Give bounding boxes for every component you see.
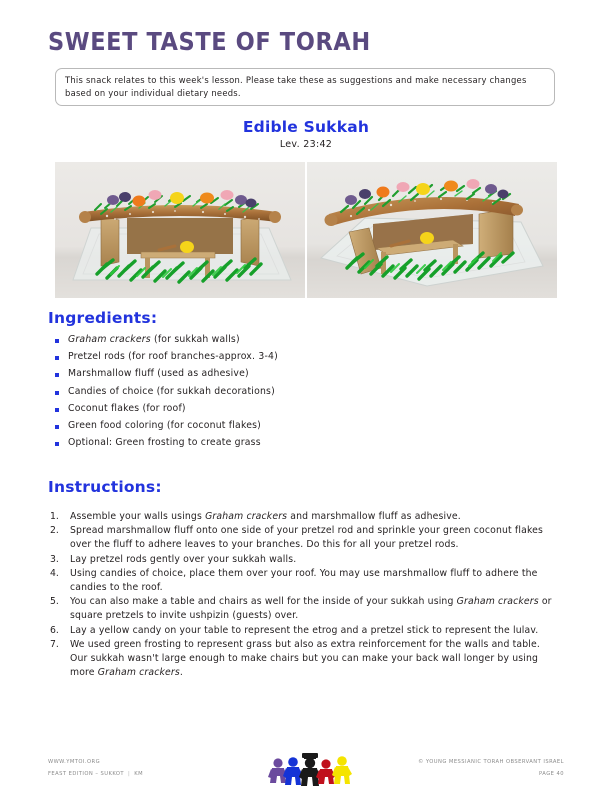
page-title: SWEET TASTE OF TORAH — [48, 27, 371, 56]
scripture-reference: Lev. 23:42 — [279, 139, 333, 150]
bullet-icon — [55, 373, 59, 377]
logo-figure-blue — [283, 757, 303, 785]
list-item — [55, 420, 525, 437]
footer-edition-code: KM — [134, 771, 144, 777]
step-number: 3. — [50, 553, 59, 565]
bullet-icon — [55, 339, 59, 343]
sukkah-photo-front — [55, 162, 305, 298]
instructions-list — [50, 510, 558, 680]
ingredient-text: Marshmallow fluff (used as adhesive) — [68, 368, 249, 380]
step-number: 2. — [50, 525, 59, 537]
list-item — [55, 368, 525, 385]
step-text-emphasis: Graham crackers — [205, 511, 288, 522]
step-number: 5. — [50, 596, 59, 608]
list-item — [50, 638, 558, 681]
footer-left-block — [48, 756, 143, 780]
ingredients-heading: Ingredients: — [48, 309, 158, 327]
ymtoi-logo-figures — [268, 752, 352, 790]
footer-right-block — [418, 756, 564, 780]
list-item — [55, 334, 525, 351]
footer-page-number: PAGE 40 — [539, 771, 564, 777]
step-number: 6. — [50, 624, 59, 636]
list-item — [50, 524, 558, 552]
bullet-icon — [55, 356, 59, 360]
step-text: Lay pretzel rods gently over your sukkah walls. — [70, 553, 297, 565]
step-text-pre: You can also make a table and chairs as well for the inside of your sukkah using — [70, 596, 457, 608]
ingredient-emphasis: Graham crackers — [68, 334, 151, 345]
step-number: 7. — [50, 638, 59, 650]
list-item — [50, 553, 558, 567]
ingredient-text: Coconut flakes (for roof) — [68, 402, 186, 414]
list-item — [55, 403, 525, 420]
bullet-icon — [55, 391, 59, 395]
bullet-icon — [55, 408, 59, 412]
step-text-pre: Assemble your walls usings — [70, 511, 206, 522]
footer-divider: | — [128, 771, 131, 777]
logo-figure-yellow — [332, 756, 352, 784]
footer-copyright: © YOUNG MESSIANIC TORAH OBSERVANT ISRAEL — [418, 759, 564, 765]
step-number: 1. — [50, 511, 59, 522]
dietary-note-text: This snack relates to this week's lesson. Please take these as suggestions and make necessary changes based on your individual dietary needs. — [65, 75, 527, 98]
step-text-pre: We used green frosting to represent grass but also as extra reinforcement for the walls and table. Our sukkah wasn't large enough to make chairs but you can make your back wall longer by using more — [70, 638, 541, 679]
step-text: Using candies of choice, place them over your roof. You may use marshmallow fluff to adhere the candies to the roof. — [70, 567, 538, 594]
bullet-icon — [55, 442, 59, 446]
ingredient-rest: (for sukkah walls) — [150, 334, 240, 345]
dietary-note-box — [55, 68, 555, 106]
list-item — [50, 510, 558, 524]
step-text-post: and marshmallow fluff as adhesive. — [287, 511, 461, 522]
list-item — [50, 624, 558, 638]
sukkah-photo-front-image — [55, 162, 305, 298]
step-text — [70, 595, 558, 623]
list-item — [50, 595, 558, 623]
step-text — [70, 638, 558, 681]
bullet-icon — [55, 425, 59, 429]
ingredient-text: Green food coloring (for coconut flakes) — [68, 419, 261, 431]
step-text: Spread marshmallow fluff onto one side of your pretzel rod and sprinkle your green coconut flakes over the fluff to adhere leaves to your branches. Do this for all your pretzel rods. — [70, 525, 544, 551]
ingredient-text: Candies of choice (for sukkah decorations) — [68, 385, 275, 397]
list-item — [55, 351, 525, 368]
list-item — [50, 567, 558, 595]
footer-website[interactable]: WWW.YMTOI.ORG — [48, 759, 101, 765]
step-text: Lay a yellow candy on your table to represent the etrog and a pretzel stick to represent the lulav. — [70, 624, 539, 636]
page-footer — [0, 752, 612, 792]
step-number: 4. — [50, 567, 59, 579]
ingredient-text: Optional: Green frosting to create grass — [68, 437, 261, 449]
sukkah-photo-angled — [307, 162, 557, 298]
recipe-title: Edible Sukkah — [242, 118, 370, 136]
logo-figure-red — [316, 759, 336, 784]
ingredient-text — [68, 334, 240, 345]
step-text-emphasis: Graham crackers — [456, 596, 539, 608]
list-item — [55, 437, 525, 454]
footer-edition: FEAST EDITION – SUKKOT — [48, 771, 125, 777]
instructions-heading: Instructions: — [48, 478, 162, 496]
ymtoi-logo — [268, 752, 352, 790]
sukkah-photo-angled-image — [307, 162, 557, 298]
list-item — [55, 386, 525, 403]
step-text-post: . — [179, 667, 183, 679]
ingredients-list — [55, 334, 525, 454]
footer-edition-line — [48, 768, 143, 780]
logo-figure-black — [299, 753, 321, 786]
ingredient-text: Pretzel rods (for roof branches-approx. 3-4) — [68, 351, 278, 363]
step-text-emphasis: Graham crackers — [97, 667, 180, 679]
step-text — [70, 510, 558, 524]
step-text-post: or square pretzels to invite ushpizin (guests) over. — [70, 596, 552, 622]
